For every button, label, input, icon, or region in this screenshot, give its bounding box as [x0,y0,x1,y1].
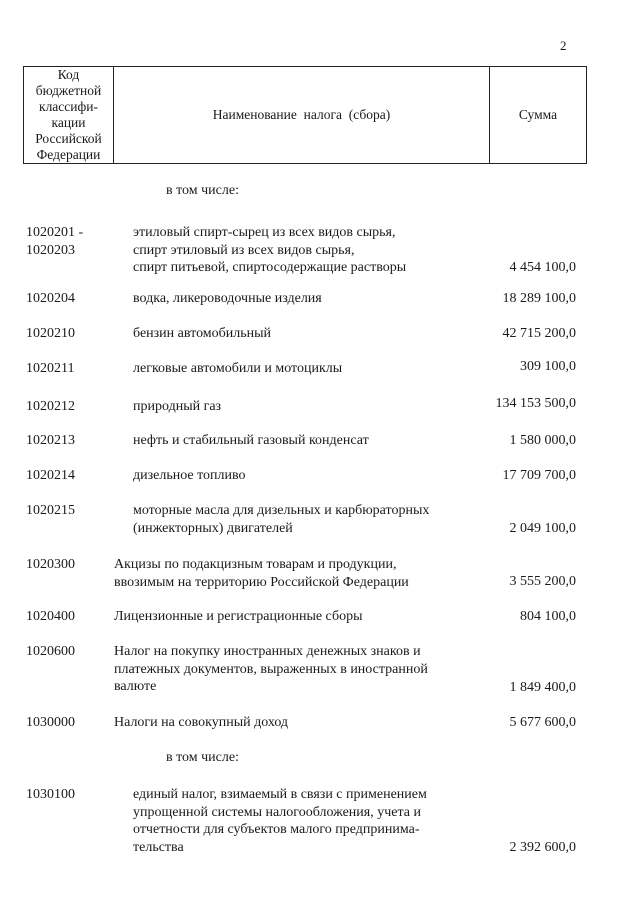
header-amount-column [490,67,586,163]
header-code-line: Код [57,67,80,82]
row-amount: 1 580 000,0 [509,433,576,448]
header-code-line: классифи- [39,99,98,114]
row-amount: 5 677 600,0 [509,715,576,730]
row-code: 1020600 [26,644,75,659]
header-code-line: бюджетной [35,83,102,98]
row-name: Акцизы по подакцизным товарам и продукции, [114,557,397,572]
row-name: платежных документов, выраженных в иностранной [114,661,428,677]
row-code: 1020203 [26,242,75,258]
row-amount: 42 715 200,0 [502,326,576,341]
row-amount: 18 289 100,0 [502,291,576,306]
row-amount: 134 153 500,0 [495,396,576,411]
row-code: 1020215 [26,503,75,518]
row-name: единый налог, взимаемый в связи с применением [133,787,427,802]
row-code: 1020211 [26,361,75,376]
row-name: Лицензионные и регистрационные сборы [114,609,363,624]
row-name: отчетности для субъектов малого предпринима- [133,822,420,837]
row-amount: 804 100,0 [520,609,576,624]
header-code-line: кации [51,115,86,130]
row-code: 1020400 [26,609,75,624]
row-name: ввозимым на территорию Российской Федерации [114,574,409,590]
row-code: 1020212 [26,399,75,414]
header-name-label: Наименование налога (сбора) [212,107,391,122]
row-amount: 2 049 100,0 [509,521,576,536]
row-code: 1020204 [26,291,75,306]
row-amount: 309 100,0 [520,359,576,374]
row-code: 1020201 - [26,225,84,240]
row-name: Налог на покупку иностранных денежных знаков и [114,644,421,659]
header-name-column [114,67,490,163]
row-name: нефть и стабильный газовый конденсат [133,433,369,448]
row-code: 1020213 [26,433,75,448]
row-name: спирт питьевой, спиртосодержащие растворы [133,260,407,275]
row-name: водка, ликероводочные изделия [133,291,322,306]
row-name: легковые автомобили и мотоциклы [133,361,343,376]
page-number: 2 [560,38,567,53]
row-name: спирт этиловый из всех видов сырья, [133,242,355,258]
row-code: 1030100 [26,787,75,802]
row-name: тельства [133,839,184,855]
row-code: 1030000 [26,715,75,730]
header-amount-label: Сумма [518,107,558,122]
row-amount: 17 709 700,0 [502,468,576,483]
row-code: 1020214 [26,468,75,483]
row-name: этиловый спирт-сырец из всех видов сырья, [133,225,396,240]
subheading-including: в том числе: [166,183,239,198]
header-code-line: Российской [35,131,102,146]
row-code: 1020210 [26,326,75,341]
header-code-column [24,67,114,163]
row-amount: 3 555 200,0 [509,574,576,589]
row-amount: 4 454 100,0 [509,260,576,275]
table-header [23,66,587,164]
row-amount: 1 849 400,0 [509,680,576,695]
row-name: моторные масла для дизельных и карбюраторных [133,503,430,518]
row-code: 1020300 [26,557,75,572]
subheading-including: в том числе: [166,750,239,765]
row-name: Налоги на совокупный доход [114,715,289,730]
row-amount: 2 392 600,0 [509,840,576,855]
row-name: (инжекторных) двигателей [133,520,293,536]
row-name: бензин автомобильный [133,326,272,341]
row-name: дизельное топливо [133,468,246,483]
row-name: упрощенной системы налогообложения, учета и [133,804,421,820]
row-name: валюте [114,679,157,694]
row-name: природный газ [133,399,222,414]
header-code-line: Федерации [36,147,101,162]
